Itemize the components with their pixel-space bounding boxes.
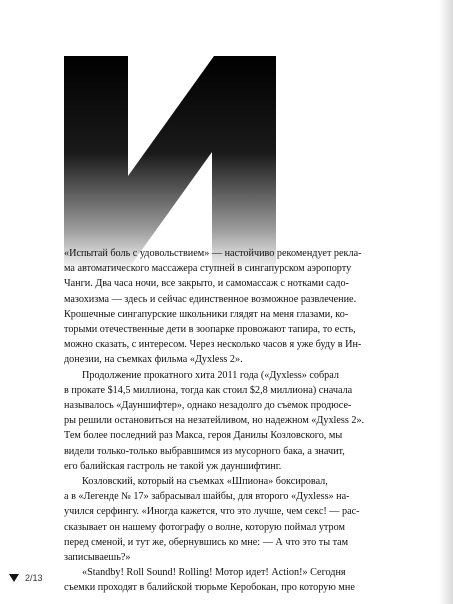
article-line: перед сменой, и тут же, обернувшись ко мне: — А что это ты там	[64, 536, 349, 548]
article-line: его балийская гастроль не такой уж дауншифтинг.	[64, 460, 282, 472]
page-indicator: 2/13	[25, 573, 43, 583]
article-line: Козловский, который на съемках «Шпиона» боксировал,	[82, 476, 328, 488]
article-line: Тем более последний раз Макса, героя Данилы Козловского, мы	[64, 430, 343, 442]
article-line: записываешь?»	[64, 552, 131, 564]
article-line: в прокате $14,5 миллиона, тогда как стоил $2,8 миллиона) сначала	[64, 384, 353, 396]
article-line: Крошечные сингапурские школьники глядят на меня глазами, ко-	[64, 308, 349, 320]
article-line: донезии, на съемках фильма «Духless 2».	[64, 354, 243, 366]
page-footer	[9, 573, 43, 583]
article-line: «Испытай боль с удовольствием» — настойчиво рекомендует рекла-	[64, 248, 362, 259]
page-menu-arrow-icon[interactable]	[9, 574, 19, 582]
article-line: а в «Легенде № 17» забрасывал шайбы, для второго «Духless» на-	[64, 491, 350, 503]
article-line: торыми отечественные дети в зоопарке провожают тапира, то есть,	[64, 324, 356, 336]
article-line: Чанги. Два часа ночи, все закрыто, и самомассаж с нотками садо-	[64, 278, 349, 290]
article-line: Продолжение прокатного хита 2011 года («Духless» собрал	[82, 369, 339, 381]
article-line: видели только-только выбравшимся из мусорного бака, а значит,	[64, 445, 345, 457]
article-line: учился серфингу. «Иногда кажется, что это лучше, чем секс! — рас-	[64, 506, 360, 518]
article-body	[64, 246, 416, 596]
article-line: «Standby! Roll Sound! Rolling! Мотор идет! Action!» Сегодня	[82, 567, 346, 579]
article-line: называлось «Дауншифтер», однако незадолго до съемок продюсе-	[64, 400, 352, 412]
article-line: ры решили остановиться на незатейливом, но надежном «Духless 2».	[64, 415, 365, 427]
article-line: мазохизма — здесь и сейчас единственное возможное развлечение.	[64, 293, 357, 305]
article-line: сказывает он нашему фотографу о волне, которую поймал утром	[64, 521, 345, 533]
drop-cap-letter	[64, 56, 276, 272]
article-line: съемки проходят в балийской тюрьме Керобокан, про которую мне	[64, 582, 355, 594]
article-line: ма автоматического массажера ступней в сингапурском аэропорту	[64, 263, 352, 275]
article-line: можно сказать, с интересом. Через несколько часов я уже буду в Ин-	[64, 339, 362, 351]
page-edge-shadow	[439, 0, 453, 604]
